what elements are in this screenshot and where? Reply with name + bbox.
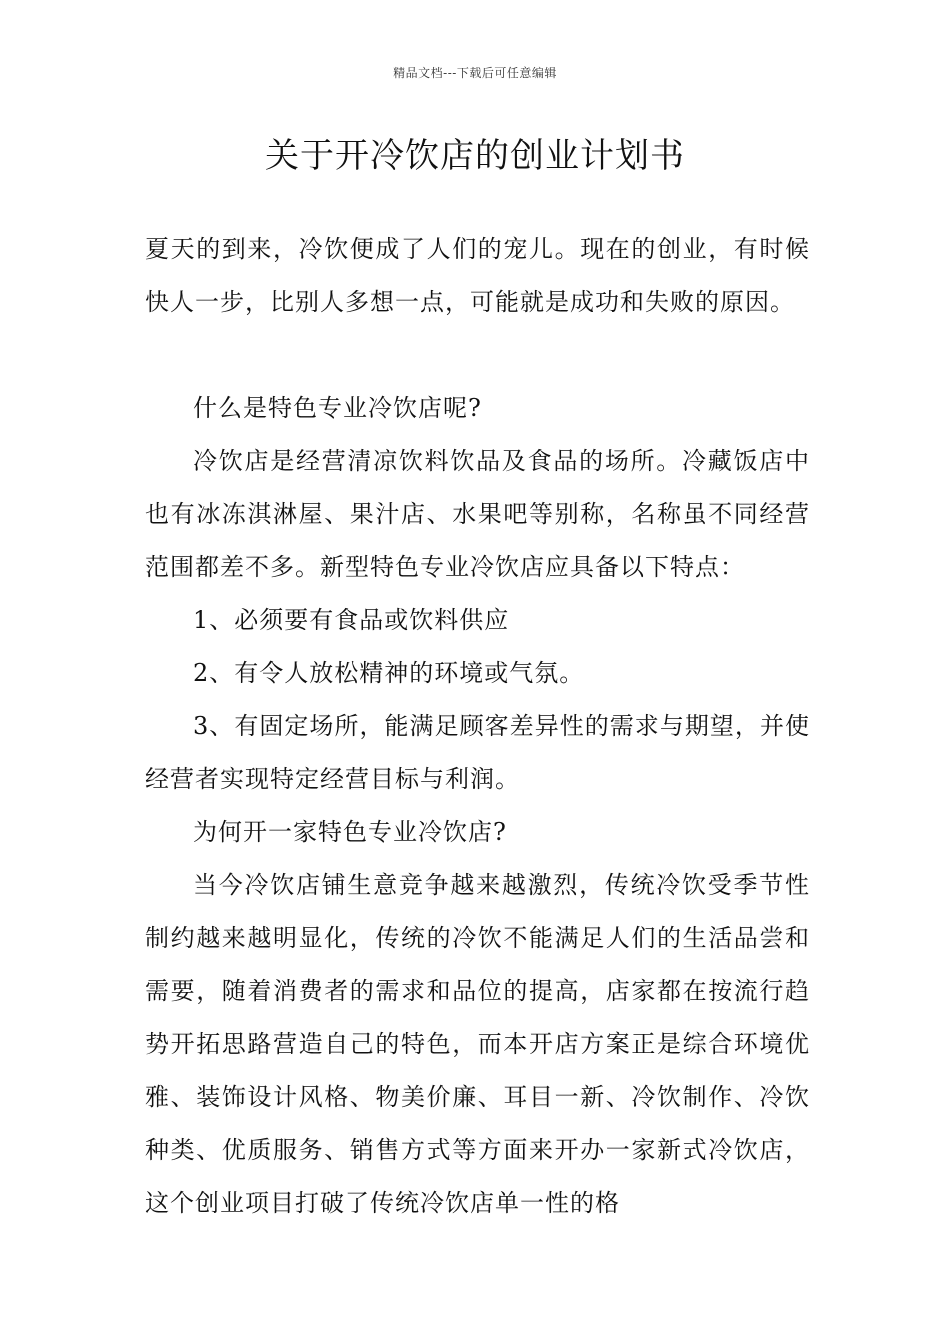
feature-item-2: 2、有令人放松精神的环境或气氛。: [193, 659, 585, 687]
document-body: [145, 223, 810, 1230]
document-title: 关于开冷饮店的创业计划书: [265, 136, 685, 176]
reason-paragraph: 当今冷饮店铺生意竞争越来越激烈，传统冷饮受季节性制约越来越明显化，传统的冷饮不能满足人们的生活品尝和需要，随着消费者的需求和品位的提高，店家都在按流行趋势开拓思路营造自己的特色，而本开店方案正是综合环境优雅、装饰设计风格、物美价廉、耳目一新、冷饮制作、冷饮种类、优质服务、销售方式等方面来开办一家新式冷饮店，这个创业项目打破了传统冷饮店单一性的格: [145, 871, 810, 1217]
intro-paragraph: 夏天的到来，冷饮便成了人们的宠儿。现在的创业，有时候快人一步，比别人多想一点，可能就是成功和失败的原因。: [145, 235, 810, 316]
feature-item-3: 3、有固定场所，能满足顾客差异性的需求与期望，并使经营者实现特定经营目标与利润。: [145, 712, 810, 793]
question-why-paragraph: 为何开一家特色专业冷饮店?: [193, 818, 507, 846]
paragraph-gap: [145, 329, 810, 382]
header-note: 精品文档---下载后可任意编辑: [393, 66, 557, 80]
question-what-paragraph: 什么是特色专业冷饮店呢?: [193, 394, 482, 422]
feature-item-1: 1、必须要有食品或饮料供应: [193, 606, 510, 634]
definition-paragraph: 冷饮店是经营清凉饮料饮品及食品的场所。冷藏饭店中也有冰冻淇淋屋、果汁店、水果吧等别称，名称虽不同经营范围都差不多。新型特色专业冷饮店应具备以下特点：: [145, 447, 810, 581]
